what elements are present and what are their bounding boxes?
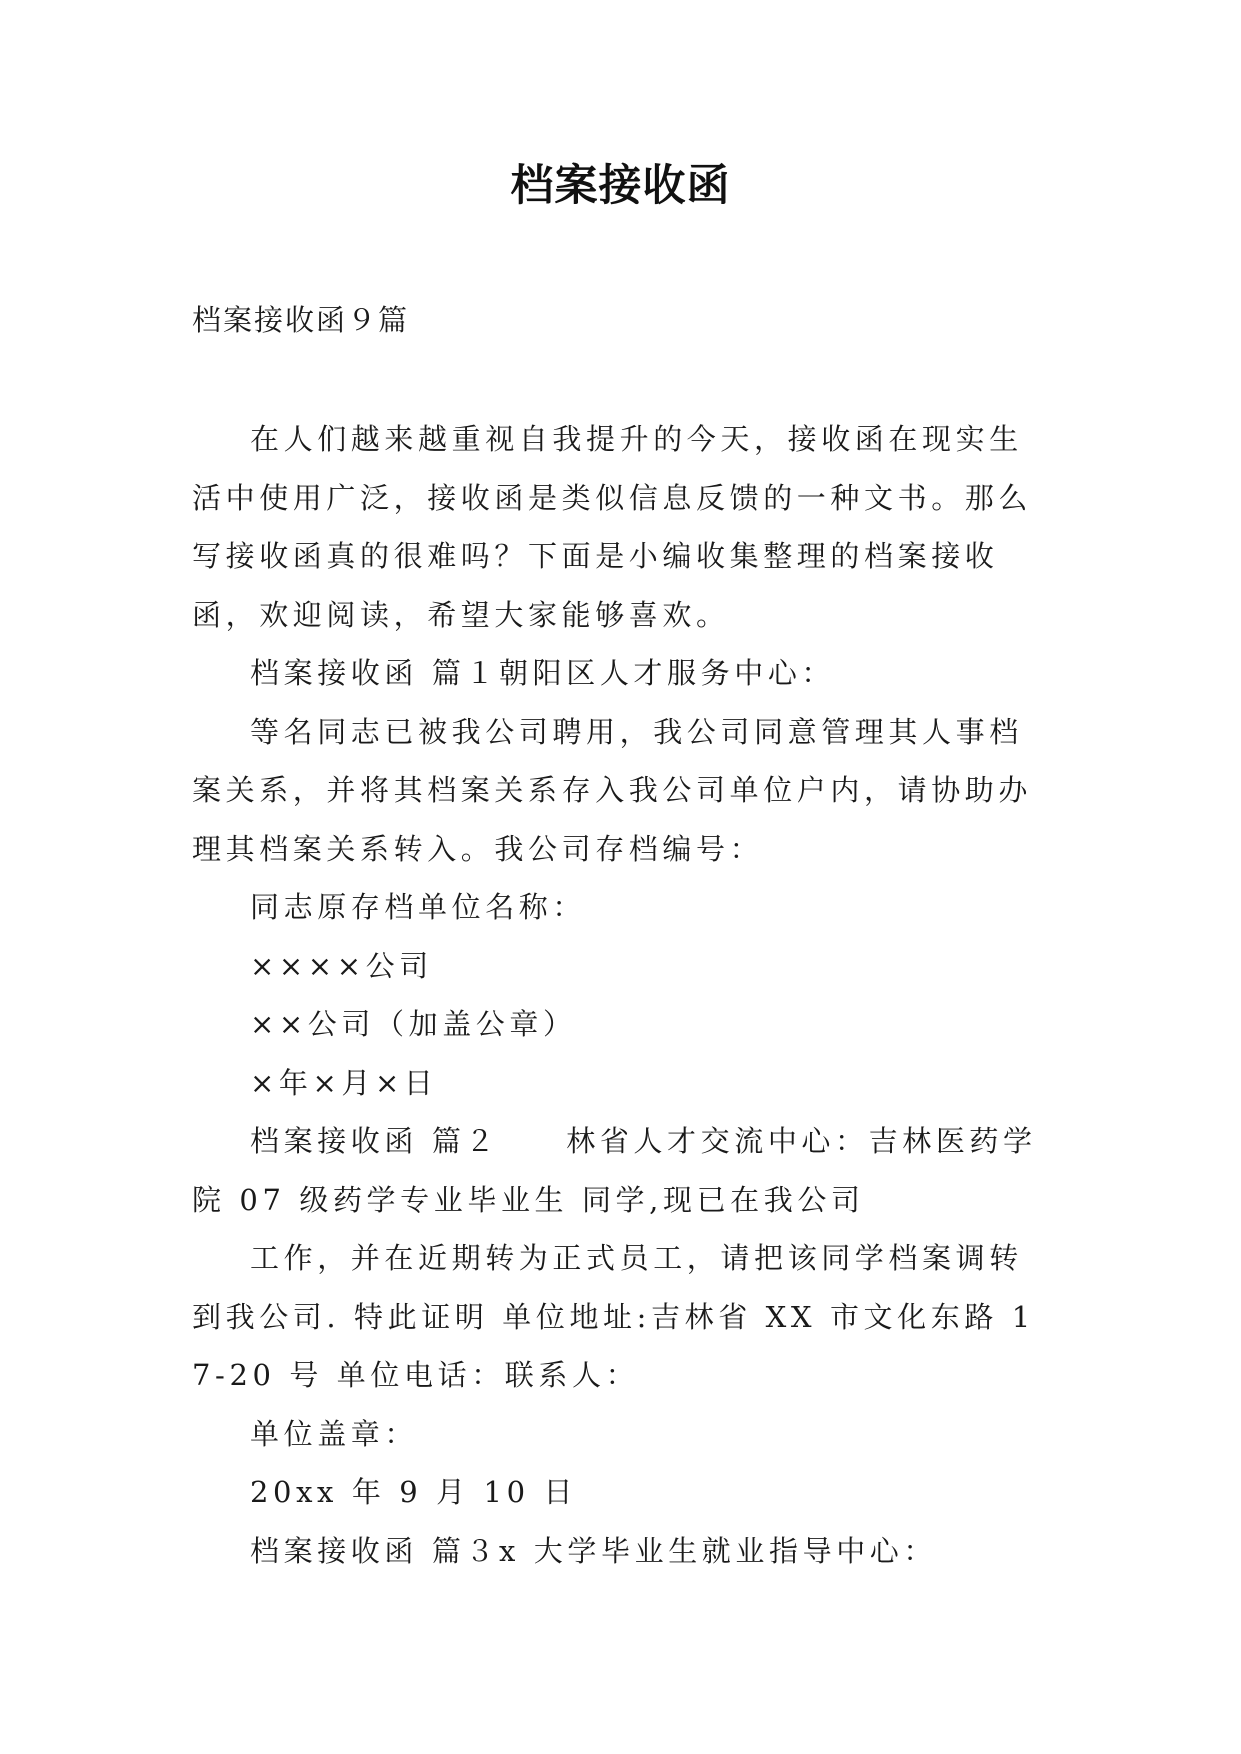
paragraph-letter3-heading: 档案接收函 篇３x 大学毕业生就业指导中心：	[250, 1533, 937, 1568]
paragraph-letter2-date: 20xx 年 9 月 10 日	[250, 1475, 578, 1509]
paragraph-letter1-original-unit: 同志原存档单位名称：	[250, 890, 587, 924]
paragraph-letter1-heading: 档案接收函 篇１朝阳区人才服务中心：	[250, 656, 836, 690]
paragraph-letter2-body: 工作，并在近期转为正式员工，请把该同学档案调转到我公司. 特此证明 单位地址:吉林省 XX 市文化东路 17-20 号 单位电话：联系人：	[192, 1241, 1035, 1392]
document-body	[192, 410, 1054, 1580]
document-subtitle: 档案接收函９篇	[192, 303, 410, 337]
paragraph-letter1-date: ×年×月×日	[250, 1065, 438, 1100]
paragraph-letter1-company: ××××公司	[250, 948, 433, 983]
paragraph-letter1-seal: ××公司（加盖公章）	[250, 1007, 577, 1041]
document-title: 档案接收函	[510, 161, 731, 211]
paragraph-letter2-heading: 档案接收函 篇２ 林省人才交流中心：吉林医药学院 07 级药学专业毕业生 同学,现已在我公司	[192, 1124, 1037, 1217]
paragraph-letter2-seal: 单位盖章：	[250, 1416, 419, 1451]
paragraph-letter1-body: 等名同志已被我公司聘用，我公司同意管理其人事档案关系，并将其档案关系存入我公司单位户内，请协助办理其档案关系转入。我公司存档编号：	[192, 714, 1033, 866]
paragraph-intro: 在人们越来越重视自我提升的今天，接收函在现实生活中使用广泛，接收函是类似信息反馈的一种文书。那么写接收函真的很难吗？下面是小编收集整理的档案接收函，欢迎阅读，希望大家能够喜欢。	[192, 422, 1033, 632]
